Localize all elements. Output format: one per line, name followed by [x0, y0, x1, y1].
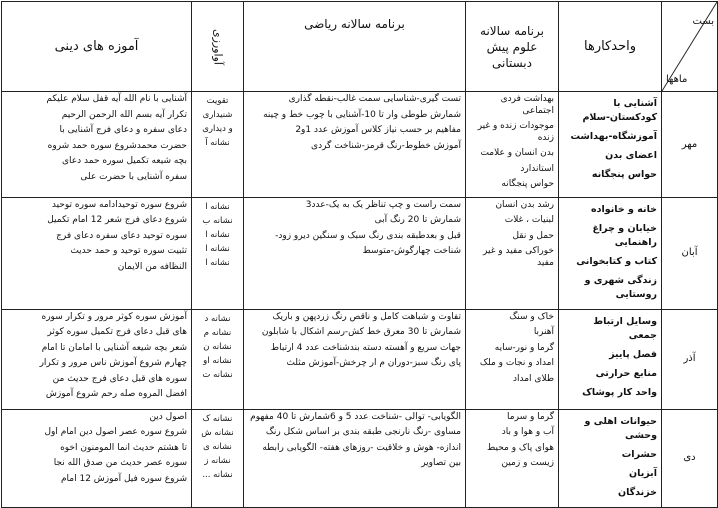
science-cell: [466, 309, 559, 409]
religion-cell-line: افضل المروه صله رحم شروع آموزش: [45, 389, 187, 399]
units-cell-line: خیابان و چراغ راهنمایی: [592, 222, 657, 248]
units-cell-line: خانه و خانواده: [591, 203, 657, 215]
religion-cell-line: شروع سوره عصر اصول دین امام اول: [44, 427, 187, 437]
science-cell-line: امداد و نجات و ملک: [479, 358, 554, 368]
science-cell-line: بدن انسان و علامت: [480, 148, 554, 158]
religion-cell: [2, 197, 192, 309]
math-cell-line: الگویابی- توالی -شناخت عدد 5 و 6شمارش تا 40 مفهوم: [250, 411, 461, 422]
religion-cell-line: تثبیت سوره توحید و حمد حدیث: [70, 246, 187, 256]
units-cell-line: آبزیان: [629, 467, 657, 479]
religion-cell-line: های قبل دعای فرج تکمیل سوره کوثر: [47, 327, 187, 337]
auto-cell: [192, 197, 244, 309]
auto-cell-line: نشانه ن: [203, 341, 232, 352]
month-cell: آذر: [662, 309, 718, 409]
units-cell-line: خزندگان: [617, 486, 657, 498]
math-cell-line: شمارش تا 30 معرق خط کش-رسم اشکال با شابلون: [261, 327, 461, 337]
math-cell-line: شمارش طوطی وار تا 10-آشنایی با چوب خط و چینه: [263, 109, 461, 120]
corner-label-bottom: ماهها: [666, 73, 688, 85]
religion-cell-line: شروع دعای فرج شعر 12 امام تکمیل: [47, 215, 187, 225]
math-cell-line: اندازه- هوش و خلاقیت -روزهای هفته- الگویابی رابطه: [262, 442, 461, 453]
units-cell-line: آشنایی با کودکستان-سلام: [582, 98, 657, 123]
religion-cell: [2, 409, 192, 507]
math-cell-line: شمارش تا 20 رنگ آبی: [374, 215, 461, 225]
math-header: برنامه سالانه ریاضی: [244, 2, 466, 92]
units-header: واحدکارها: [559, 2, 662, 92]
religion-cell-line: آموزش سوره کوثر مرور و تکرار سوره: [41, 311, 187, 322]
units-cell-line: حواس پنجگانه: [591, 169, 657, 180]
math-cell-line: سمت راست و چپ تناظر یک به یک-عدد3: [305, 199, 461, 210]
science-cell-line: لبنیات ، غلات: [504, 215, 554, 225]
religion-cell-line: چهارم شروع آموزش ناس مرور و تکرار: [39, 358, 187, 368]
science-cell-line: بهداشت فردی اجتماعی: [500, 94, 554, 116]
math-cell-line: پای رنگ سبز-دوران م ار چرخش-آموزش مثلث: [286, 358, 461, 368]
math-cell-line: قبل و بعدطبقه بندی رنگ سبک و سنگین دیرو زود-: [275, 230, 461, 241]
science-cell-line: هوای پاک و محیط: [486, 442, 554, 453]
religion-cell-line: آشنایی با نام الله آیه قفل سلام علیکم: [46, 94, 187, 104]
religion-cell-line: تکرار آیه بسم الله الرحمن الرحیم: [61, 109, 187, 120]
religion-cell-line: دعای سفره و دعای فرج آشنایی با: [59, 125, 187, 135]
religion-cell-line: بچه شیعه تکمیل سوره حمد دعای: [62, 156, 187, 166]
math-cell: [244, 309, 466, 409]
corner-label-top: بست: [692, 16, 714, 27]
religion-cell: [2, 92, 192, 198]
auto-cell-line: نشانه ز: [204, 455, 231, 466]
science-cell-line: طلای امداد: [513, 373, 554, 384]
science-cell: [466, 409, 559, 507]
science-cell-line: گرما و نور-سایه: [494, 342, 554, 353]
math-cell-line: بین تصاویر: [421, 458, 461, 468]
math-cell-line: تست گیری-شناسایی سمت غالب-نقطه گذاری: [288, 94, 461, 104]
religion-cell: [2, 309, 192, 409]
auto-cell-line: نشانه ش: [201, 427, 234, 438]
religion-cell-line: شعر بچه شیعه آشنایی با امامان تا امام: [41, 342, 187, 353]
religion-cell-line: شروع سوره توحیدادامه سوره توحید: [51, 199, 187, 210]
units-cell-line: حشرات: [621, 448, 657, 460]
units-cell-line: اعضای بدن: [605, 150, 657, 161]
auto-cell-line: نشانه آ: [205, 138, 230, 148]
auto-cell: [192, 309, 244, 409]
auto-cell-line: تقویت: [206, 96, 229, 106]
units-cell: [559, 309, 662, 409]
religion-cell-line: حضرت محمدشروع سوره حمد شروه: [47, 140, 187, 151]
corner-header-cell: [662, 2, 718, 92]
math-cell-line: آموزش خطوط-رنگ قرمز-شناخت گردی: [311, 140, 461, 151]
math-cell-line: شناخت چهارگوش-متوسط: [362, 246, 461, 256]
science-cell-line: زیست و زمین: [501, 458, 554, 468]
month-cell: مهر: [662, 92, 718, 198]
auto-cell-line: نشانه ب: [202, 215, 233, 226]
science-cell-line: گرما و سرما: [507, 411, 554, 422]
auto-cell-line: نشانه د: [204, 313, 231, 324]
auto-header: آواورزی: [211, 28, 225, 65]
month-cell: آبان: [662, 197, 718, 309]
religion-cell-line: اصول دین: [149, 411, 187, 422]
auto-cell-line: نشانه ت: [202, 369, 233, 380]
science-cell-line: رشد بدن انسان: [495, 199, 554, 210]
auto-cell-line: و دیداری: [202, 124, 233, 134]
units-cell-line: واحد کار پوشاک: [582, 386, 657, 398]
units-cell: [559, 197, 662, 309]
auto-cell-line: نشانه ی: [203, 441, 232, 452]
science-cell-line: حواس پنجگانه: [501, 179, 554, 189]
units-cell: [559, 409, 662, 507]
header-row: [2, 2, 718, 92]
auto-header-cell: [192, 2, 244, 92]
science-cell-line: آب و هوا و باد: [501, 427, 554, 437]
science-cell-line: خوراکی مفید و غیر مفید: [483, 246, 554, 268]
auto-cell-line: نشانه ...: [202, 469, 233, 480]
auto-cell-line: نشانه ا: [205, 257, 230, 268]
month-row: [2, 92, 718, 198]
month-row: [2, 309, 718, 409]
religion-cell-line: سوره عصر حدیث من صدق الله نجا: [53, 458, 187, 468]
units-cell-line: آموزشگاه-بهداشت: [570, 131, 657, 142]
auto-cell-line: شنیداری: [202, 110, 233, 120]
religion-cell-line: سوره های قبل دعای فرج حدیث من: [52, 373, 187, 384]
science-cell-line: حمل و نقل: [512, 230, 554, 241]
auto-cell-line: نشانه ا: [205, 201, 230, 212]
math-cell-line: مساوی -رنگ نارنجی طبقه بندی بر اساس شکل رنگ: [265, 427, 461, 437]
auto-cell-line: نشانه م: [203, 327, 232, 338]
math-cell-line: تفاوت و شباهت کامل و ناقص رنگ زردپهن و باریک: [272, 311, 461, 322]
units-cell: [559, 92, 662, 198]
science-cell-line: موجودات زنده و غیر زنده: [477, 121, 554, 143]
religion-cell-line: سوره توحید دعای سفره دعای فرج: [56, 230, 187, 241]
religion-cell-line: سفره آشنایی با حضرت علی: [80, 171, 187, 182]
units-cell-line: حیوانات اهلی و وحشی: [584, 415, 657, 441]
auto-cell: [192, 409, 244, 507]
month-row: [2, 409, 718, 507]
units-cell-line: کتاب و کتابخوانی: [576, 255, 657, 267]
religion-cell-line: شروع سوره فیل آموزش 12 امام: [60, 473, 187, 484]
religion-header: آموزه های دینی: [2, 2, 192, 92]
auto-cell-line: نشانه او: [203, 355, 232, 366]
math-cell: [244, 409, 466, 507]
science-header: برنامه سالانه علوم پیش دبستانی: [466, 2, 559, 92]
units-cell-line: فصل پاییز: [609, 348, 657, 360]
annual-plan-table: [1, 1, 718, 508]
science-cell-line: خاک و سنگ: [509, 311, 554, 322]
science-cell-line: آهنربا: [533, 327, 554, 337]
math-cell: [244, 197, 466, 309]
science-cell: [466, 92, 559, 198]
religion-cell-line: النظافه من الایمان: [117, 261, 187, 272]
month-row: [2, 197, 718, 309]
science-cell: [466, 197, 559, 309]
auto-cell: [192, 92, 244, 198]
auto-cell-line: نشانه ک: [202, 413, 233, 424]
auto-cell-line: نشانه ا: [205, 243, 230, 254]
month-cell: دی: [662, 409, 718, 507]
science-cell-line: استاندارد: [520, 163, 554, 174]
auto-cell-line: نشانه ا: [205, 229, 230, 240]
religion-cell-line: تا هشتم حدیث انما المومنون اخوه: [60, 442, 187, 453]
units-cell-line: زندگی شهری و روستایی: [584, 274, 657, 300]
math-cell-line: جهات سریع و آهسته دسته بندشناخت عدد 4 ارتباط: [270, 342, 461, 353]
math-cell: [244, 92, 466, 198]
units-cell-line: وسایل ارتباط جمعی: [593, 315, 657, 341]
units-cell-line: منابع حرارتی: [595, 367, 657, 379]
math-cell-line: مفاهیم بر حسب نیاز کلاس آموزش عدد 1و2: [295, 125, 461, 135]
